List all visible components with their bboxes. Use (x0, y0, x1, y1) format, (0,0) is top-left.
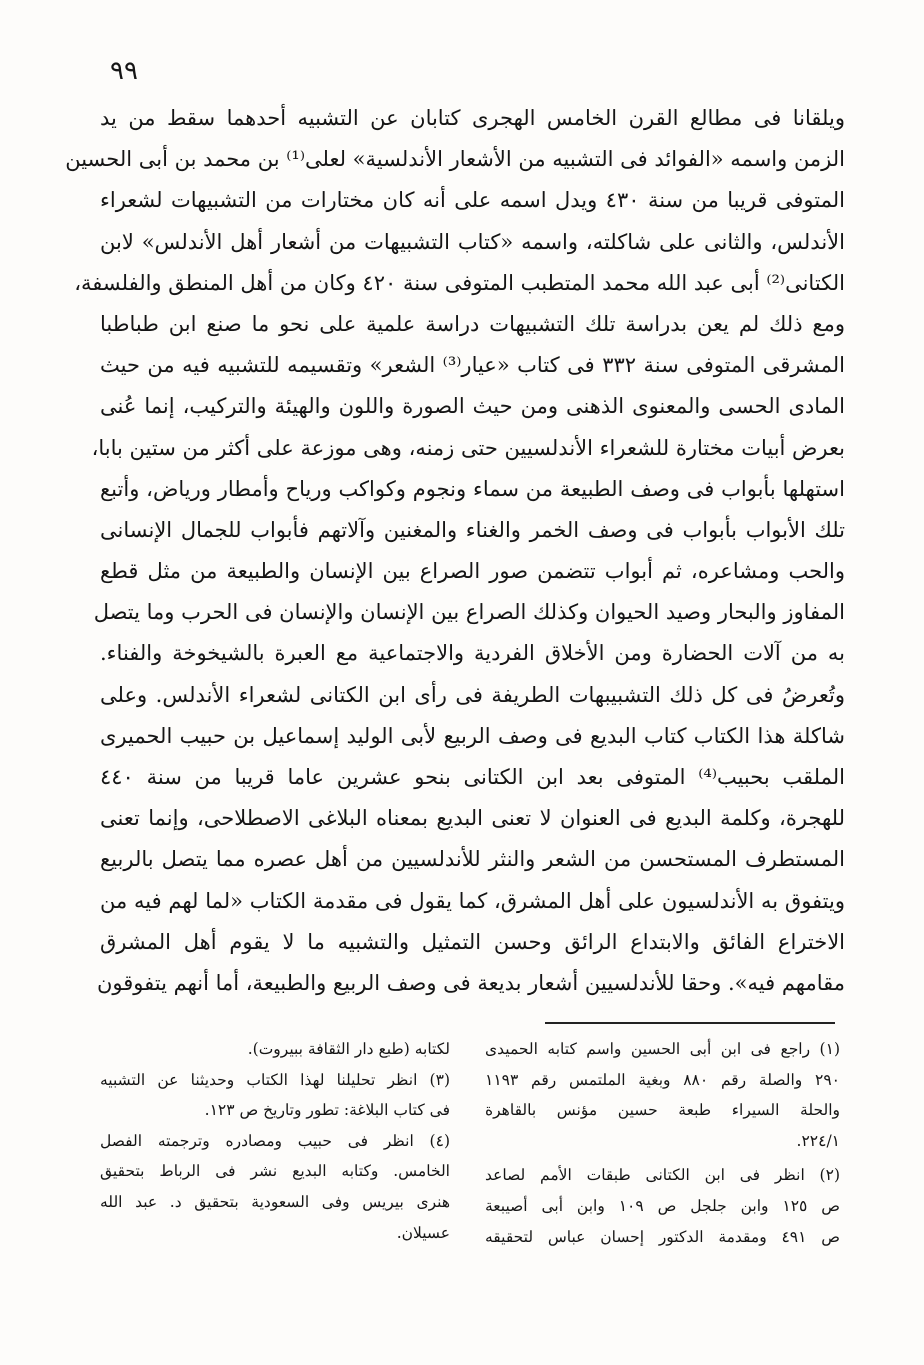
text-line: الاختراع الفائق والابتداع الرائق وحسن التمثيل والتشبيه ما لا يقوم أهل المشرق (100, 929, 845, 954)
footnote-line: ٢٢٤/١. (796, 1131, 840, 1150)
text-line: الأندلس، والثانى على شاكلته، واسمه «كتاب التشبيهات من أشعار أهل الأندلس» لابن (100, 229, 845, 254)
text-line: شاكلة هذا الكتاب كتاب البديع فى وصف الربيع لأبى الوليد إسماعيل بن حبيب الحميرى (100, 723, 845, 748)
text-line: مقامهم فيه». وحقا للأندلسيين أشعار بديعة فى وصف الربيع والطبيعة، أما أنهم يتفوقون (96, 970, 845, 995)
footnotes-right-column (485, 1034, 840, 1252)
text-line: به من آلات الحضارة ومن الأخلاق الفردية والاجتماعية مع العبرة بالشيخوخة والفناء. (100, 641, 845, 666)
text-line: ومع ذلك لم يعن بدراسة تلك التشبيهات دراسة علمية على نحو ما صنع ابن طباطبا (100, 311, 845, 336)
text-line: الملقب بحبيب⁽⁴⁾ المتوفى بعد ابن الكتانى بنحو عشرين عاما قريبا من سنة ٤٤٠ (100, 765, 845, 789)
footnote-line: هنرى بيريس وفى السعودية بتحقيق د. عبد الله (100, 1192, 450, 1211)
text-line: المادى الحسى والمعنوى الذهنى ومن حيث الصورة واللون والهيئة والتركيب، إنما عُنى (100, 394, 845, 419)
footnote-line: (١) راجع فى ابن أبى الحسين واسم كتابه الحميدى (485, 1040, 840, 1058)
text-line: الكتانى⁽²⁾ أبى عبد الله محمد المتطبب المتوفى سنة ٤٢٠ وكان من أهل المنطق والفلسفة، (74, 270, 845, 295)
text-line: المشرقى المتوفى سنة ٣٣٢ فى كتاب «عيار⁽³⁾ الشعر» وتقسيمه للتشبيه فيه من حيث (100, 353, 846, 378)
text-line: ويلقانا فى مطالع القرن الخامس الهجرى كتابان عن التشبيه أحدهما سقط من يد (100, 106, 845, 130)
page-number: ٩٩ (110, 56, 138, 86)
footnote-line: ص ٤٩١ ومقدمة الدكتور إحسان عباس لتحقيقه (485, 1227, 840, 1246)
footnote-line: ٢٩٠ والصلة رقم ٨٨٠ وبغية الملتمس رقم ١١٩٣ (485, 1070, 841, 1089)
footnote-line: (٢) انظر فى ابن الكتانى طبقات الأمم لصاعد (485, 1166, 840, 1185)
text-line: المستطرف المستحسن من الشعر والنثر للأندلسيين من أهل عصره مما يتصل بالربيع (100, 847, 845, 872)
footnote-line: (٣) انظر تحليلنا لهذا الكتاب وحديثنا عن التشبيه (100, 1070, 450, 1089)
footnote-line: (٤) انظر فى حبيب ومصادره وترجمته الفصل (100, 1131, 450, 1150)
text-line: ويتفوق به الأندلسيون على أهل المشرق، كما يقول فى مقدمة الكتاب «لما لهم فيه من (100, 888, 845, 913)
footnote-line: والحلة السيراء طبعة حسين مؤنس بالقاهرة (485, 1101, 840, 1120)
main-text (65, 98, 846, 1004)
footnote-divider (545, 1022, 835, 1024)
text-line: بعرض أبيات مختارة للشعراء الأندلسيين حتى زمنه، وهى موزعة على أكثر من ستين بابا، (91, 435, 845, 460)
text-line: استهلها بأبواب فى وصف الطبيعة من سماء ونجوم وكواكب ورياح وأمطار ورياض، وأتبع (100, 476, 845, 501)
footnotes-left-column (100, 1034, 450, 1248)
footnote-line: الخامس. وكتابه البديع نشر فى الرباط بتحقيق (100, 1162, 450, 1181)
text-line: وتُعرضُ فى كل ذلك التشبيبهات الطريفة فى رأى ابن الكتانى لشعراء الأندلس. وعلى (100, 682, 845, 707)
footnote-line: لكتابه (طبع دار الثقافة ببيروت). (247, 1040, 450, 1058)
text-line: الزمن واسمه «الفوائد فى التشبيه من الأشعار الأندلسية» لعلى⁽¹⁾ بن محمد بن أبى الحسين (65, 147, 845, 172)
footnote-line: ص ١٢٥ وابن جلجل ص ١٠٩ وابن أبى أصيبعة (485, 1196, 841, 1215)
footnote-line: عسيلان. (396, 1223, 450, 1242)
footnote-line: فى كتاب البلاغة: تطور وتاريخ ص ١٢٣. (204, 1101, 450, 1120)
text-line: للهجرة، وكلمة البديع فى العنوان لا تعنى البديع بمعناه البلاغى الاصطلاحى، وإنما تعنى (100, 806, 845, 831)
text-line: تلك الأبواب بأبواب فى وصف الخمر والغناء والمغنين وآلاتهم فأبواب للجمال الإنسانى (100, 517, 845, 542)
text-line: المفاوز والبحار وصيد الحيوان وكذلك الصراع بين الإنسان والإنسان فى الحرب وما يتصل (93, 600, 845, 625)
text-line: المتوفى قريبا من سنة ٤٣٠ ويدل اسمه على أنه كان مختارات من التشبيهات لشعراء (100, 188, 845, 213)
text-line: والحب ومشاعره، ثم أبواب تتضمن صور الصراع بين الإنسان والطبيعة من مثل قطع (100, 559, 845, 584)
